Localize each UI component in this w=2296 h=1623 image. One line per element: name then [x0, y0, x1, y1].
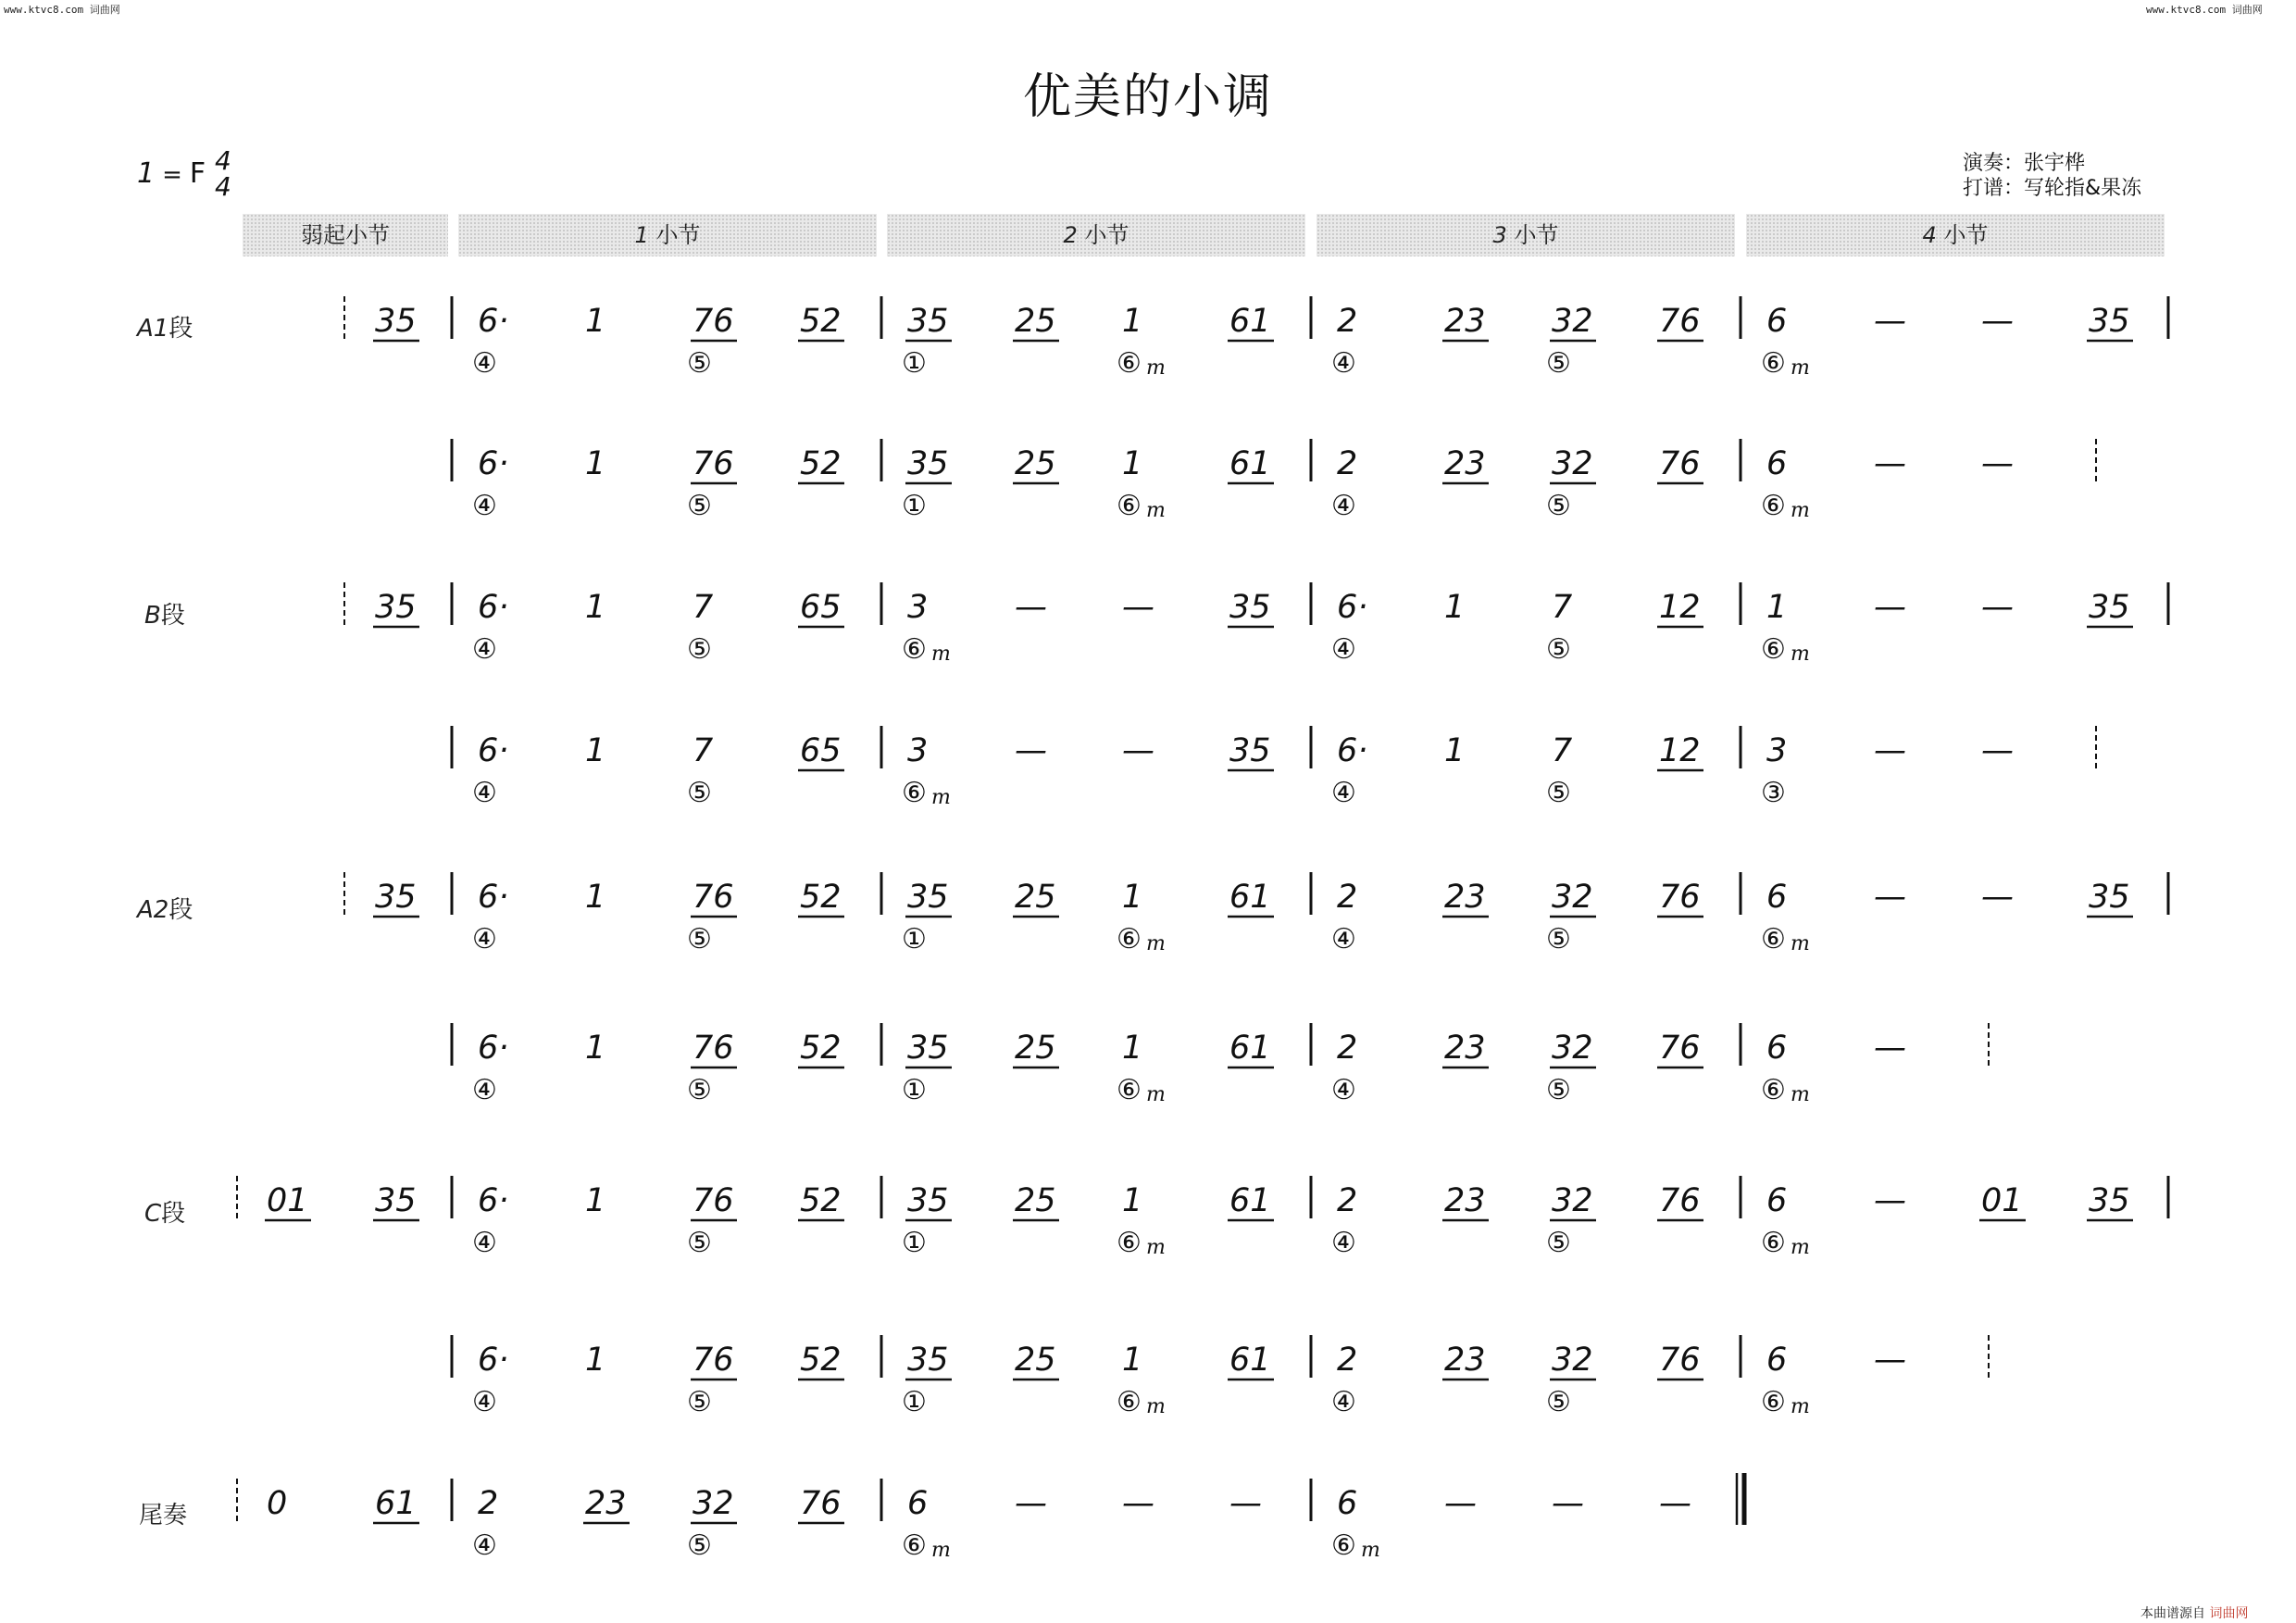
- note: 23: [1444, 1342, 1486, 1379]
- key-equals: =: [162, 161, 182, 189]
- note: 32: [1552, 1342, 1593, 1379]
- note: 6·: [1337, 732, 1368, 769]
- note: 76: [693, 1030, 734, 1067]
- fingering-modifier: m: [1791, 1395, 1810, 1418]
- note: 76: [1659, 1182, 1701, 1219]
- note: 2: [1337, 1182, 1358, 1219]
- note: 25: [1015, 445, 1056, 482]
- note: 2: [1337, 303, 1358, 340]
- note: 35: [375, 879, 417, 916]
- fingering-mark: ⑥: [1117, 490, 1142, 522]
- note: 6·: [478, 445, 509, 482]
- note: 6·: [478, 879, 509, 916]
- time-signature-bottom: 4: [215, 171, 231, 202]
- dash-note: —: [1874, 445, 1906, 482]
- note: 1: [1122, 1342, 1143, 1379]
- dash-note: —: [1874, 303, 1906, 340]
- fingering-modifier: m: [1791, 1236, 1810, 1259]
- dash-note: —: [1122, 589, 1154, 626]
- note: 76: [693, 879, 734, 916]
- note: 52: [800, 1182, 842, 1219]
- note: 25: [1015, 1030, 1056, 1067]
- note: 76: [693, 303, 734, 340]
- fingering-modifier: m: [931, 1539, 951, 1562]
- fingering-mark: ⑤: [687, 1074, 712, 1106]
- dash-note: —: [1981, 589, 2014, 626]
- note: 7: [1552, 589, 1573, 626]
- note: 1: [1122, 303, 1143, 340]
- note: 7: [1552, 732, 1573, 769]
- fingering-modifier: m: [1791, 356, 1810, 380]
- measure-header-1: 1 小节: [458, 214, 877, 256]
- note: 32: [693, 1485, 734, 1522]
- note: 52: [800, 1030, 842, 1067]
- note: 7: [693, 732, 714, 769]
- fingering-mark: ④: [472, 1386, 497, 1418]
- note: 32: [1552, 1030, 1593, 1067]
- fingering-mark: ⑥: [1117, 1227, 1142, 1259]
- fingering-modifier: m: [1791, 932, 1810, 955]
- fingering-modifier: m: [1791, 499, 1810, 522]
- dash-note: —: [1981, 445, 2014, 482]
- note: 6·: [478, 732, 509, 769]
- note: 35: [907, 1030, 949, 1067]
- note: 76: [1659, 445, 1701, 482]
- note: 23: [1444, 445, 1486, 482]
- fingering-mark: ⑥: [1117, 1074, 1142, 1106]
- note: 76: [1659, 879, 1701, 916]
- fingering-mark: ④: [472, 1529, 497, 1562]
- fingering-mark: ⑥: [1117, 347, 1142, 380]
- fingering-mark: ⑥: [1331, 1529, 1356, 1562]
- note: 2: [478, 1485, 499, 1522]
- note: 32: [1552, 303, 1593, 340]
- note: 1: [1122, 1182, 1143, 1219]
- page-title: 优美的小调: [1022, 69, 1273, 125]
- dash-note: —: [1874, 589, 1906, 626]
- note: 52: [800, 445, 842, 482]
- note: 7: [693, 589, 714, 626]
- fingering-mark: ④: [472, 923, 497, 955]
- note: 23: [1444, 879, 1486, 916]
- fingering-mark: ④: [1331, 923, 1356, 955]
- note: 61: [1229, 1342, 1271, 1379]
- credit-performer: 演奏：张宇桦: [1963, 152, 2086, 175]
- measure-header-4: 4 小节: [1746, 214, 2165, 256]
- note: 76: [693, 1342, 734, 1379]
- note: 12: [1659, 732, 1701, 769]
- dash-note: —: [1874, 732, 1906, 769]
- note: 32: [1552, 445, 1593, 482]
- fingering-mark: ④: [472, 1074, 497, 1106]
- note: 1: [585, 879, 606, 916]
- fingering-mark: ⑥: [1761, 490, 1786, 522]
- note: 52: [800, 879, 842, 916]
- note: 6: [1337, 1485, 1358, 1522]
- note: 61: [1229, 879, 1271, 916]
- note: 35: [907, 1342, 949, 1379]
- note: 6: [1766, 1030, 1788, 1067]
- dash-note: —: [1874, 879, 1906, 916]
- dash-note: —: [1015, 732, 1047, 769]
- note: 32: [1552, 879, 1593, 916]
- note: 61: [1229, 1030, 1271, 1067]
- section-label-outro: 尾奏: [139, 1502, 188, 1529]
- note: 52: [800, 1342, 842, 1379]
- fingering-mark: ⑤: [687, 633, 712, 666]
- note: 3: [907, 589, 929, 626]
- note: 35: [907, 303, 949, 340]
- dash-note: —: [1444, 1485, 1477, 1522]
- dash-note: —: [1659, 1485, 1691, 1522]
- note: 23: [1444, 303, 1486, 340]
- note: 1: [585, 732, 606, 769]
- note: 1: [1444, 589, 1466, 626]
- credit-tab: 打谱：写轮指&果冻: [1963, 177, 2142, 200]
- note: 6·: [478, 1030, 509, 1067]
- fingering-mark: ④: [1331, 777, 1356, 809]
- dash-note: —: [1981, 303, 2014, 340]
- key-do: 1: [137, 157, 156, 190]
- section-label-a2: A2段: [137, 896, 193, 924]
- note: 35: [375, 589, 417, 626]
- fingering-mark: ④: [1331, 490, 1356, 522]
- fingering-mark: ⑥: [902, 1529, 927, 1562]
- note: 76: [693, 445, 734, 482]
- fingering-mark: ⑤: [687, 1386, 712, 1418]
- note: 1: [585, 1182, 606, 1219]
- note: 2: [1337, 445, 1358, 482]
- fingering-mark: ⑥: [1117, 1386, 1142, 1418]
- note: 0: [267, 1485, 288, 1522]
- fingering-mark: ①: [902, 1386, 927, 1418]
- fingering-mark: ⑥: [1761, 1074, 1786, 1106]
- note: 35: [2089, 1182, 2130, 1219]
- note: 3: [1766, 732, 1788, 769]
- fingering-mark: ⑤: [1546, 777, 1571, 809]
- fingering-mark: ①: [902, 490, 927, 522]
- note: 1: [1444, 732, 1466, 769]
- key-note: F: [189, 157, 206, 190]
- watermark-brand: 词曲网: [2209, 1606, 2249, 1621]
- note: 1: [1122, 1030, 1143, 1067]
- note: 1: [1122, 445, 1143, 482]
- fingering-modifier: m: [1361, 1539, 1380, 1562]
- fingering-mark: ④: [472, 490, 497, 522]
- fingering-mark: ⑥: [902, 633, 927, 666]
- fingering-modifier: m: [1146, 356, 1166, 380]
- note: 25: [1015, 879, 1056, 916]
- dash-note: —: [1981, 879, 2014, 916]
- note: 2: [1337, 1030, 1358, 1067]
- note: 35: [1229, 589, 1271, 626]
- fingering-modifier: m: [1146, 932, 1166, 955]
- note: 76: [800, 1485, 842, 1522]
- note: 76: [1659, 1342, 1701, 1379]
- fingering-mark: ③: [1761, 777, 1786, 809]
- fingering-mark: ④: [472, 347, 497, 380]
- note: 6: [1766, 1182, 1788, 1219]
- note: 61: [375, 1485, 417, 1522]
- fingering-mark: ⑤: [1546, 1227, 1571, 1259]
- measure-header-pickup: 弱起小节: [243, 214, 448, 256]
- dash-note: —: [1874, 1030, 1906, 1067]
- dash-note: —: [1552, 1485, 1584, 1522]
- note: 35: [375, 1182, 417, 1219]
- fingering-mark: ⑤: [687, 490, 712, 522]
- note: 1: [1122, 879, 1143, 916]
- fingering-mark: ⑤: [1546, 490, 1571, 522]
- fingering-mark: ⑥: [1761, 923, 1786, 955]
- note: 6·: [478, 1342, 509, 1379]
- note: 35: [1229, 732, 1271, 769]
- note: 35: [907, 879, 949, 916]
- fingering-mark: ⑤: [1546, 1386, 1571, 1418]
- note: 65: [800, 589, 842, 626]
- note: 61: [1229, 1182, 1271, 1219]
- dash-note: —: [1229, 1485, 1262, 1522]
- note: 1: [585, 1342, 606, 1379]
- note: 35: [2089, 303, 2130, 340]
- fingering-mark: ⑤: [1546, 347, 1571, 380]
- dash-note: —: [1015, 1485, 1047, 1522]
- note: 6: [1766, 445, 1788, 482]
- note: 23: [1444, 1182, 1486, 1219]
- fingering-mark: ⑤: [687, 347, 712, 380]
- note: 1: [585, 1030, 606, 1067]
- note: 12: [1659, 589, 1701, 626]
- note: 1: [585, 303, 606, 340]
- note: 61: [1229, 303, 1271, 340]
- fingering-mark: ⑥: [1761, 1386, 1786, 1418]
- watermark-source-label: 本曲谱源自: [2140, 1606, 2205, 1621]
- note: 76: [1659, 303, 1701, 340]
- watermark-top-left: www.ktvc8.com 词曲网: [4, 4, 120, 16]
- dash-note: —: [1015, 589, 1047, 626]
- fingering-modifier: m: [1146, 499, 1166, 522]
- note: 25: [1015, 303, 1056, 340]
- fingering-mark: ⑤: [687, 923, 712, 955]
- note: 35: [2089, 589, 2130, 626]
- fingering-mark: ⑥: [1117, 923, 1142, 955]
- dash-note: —: [1874, 1342, 1906, 1379]
- note: 6: [1766, 1342, 1788, 1379]
- fingering-modifier: m: [1791, 643, 1810, 666]
- fingering-mark: ⑤: [1546, 633, 1571, 666]
- note: 35: [907, 1182, 949, 1219]
- fingering-mark: ④: [1331, 1227, 1356, 1259]
- note: 1: [585, 445, 606, 482]
- note: 25: [1015, 1342, 1056, 1379]
- fingering-mark: ④: [1331, 347, 1356, 380]
- fingering-mark: ⑤: [687, 1227, 712, 1259]
- fingering-modifier: m: [1146, 1083, 1166, 1106]
- note: 6·: [478, 589, 509, 626]
- note: 23: [1444, 1030, 1486, 1067]
- note: 35: [907, 445, 949, 482]
- fingering-mark: ④: [472, 633, 497, 666]
- note: 6: [1766, 303, 1788, 340]
- fingering-mark: ④: [472, 777, 497, 809]
- fingering-mark: ⑥: [1761, 347, 1786, 380]
- note: 76: [1659, 1030, 1701, 1067]
- note: 6·: [478, 1182, 509, 1219]
- note: 35: [2089, 879, 2130, 916]
- note: 52: [800, 303, 842, 340]
- note: 01: [1981, 1182, 2023, 1219]
- note: 6: [1766, 879, 1788, 916]
- fingering-mark: ④: [1331, 633, 1356, 666]
- note: 32: [1552, 1182, 1593, 1219]
- fingering-mark: ④: [1331, 1074, 1356, 1106]
- dash-note: —: [1874, 1182, 1906, 1219]
- note: 25: [1015, 1182, 1056, 1219]
- note: 3: [907, 732, 929, 769]
- note: 23: [585, 1485, 627, 1522]
- fingering-mark: ⑤: [687, 1529, 712, 1562]
- fingering-mark: ⑥: [902, 777, 927, 809]
- note: 61: [1229, 445, 1271, 482]
- note: 65: [800, 732, 842, 769]
- fingering-mark: ①: [902, 923, 927, 955]
- note: 35: [375, 303, 417, 340]
- fingering-mark: ⑤: [1546, 923, 1571, 955]
- fingering-mark: ①: [902, 1227, 927, 1259]
- section-label-c: C段: [144, 1200, 186, 1228]
- dash-note: —: [1122, 1485, 1154, 1522]
- fingering-modifier: m: [1146, 1236, 1166, 1259]
- fingering-modifier: m: [1791, 1083, 1810, 1106]
- measure-header-2: 2 小节: [887, 214, 1305, 256]
- note: 6: [907, 1485, 929, 1522]
- dash-note: —: [1122, 732, 1154, 769]
- note: 6·: [478, 303, 509, 340]
- fingering-mark: ①: [902, 1074, 927, 1106]
- fingering-mark: ⑤: [1546, 1074, 1571, 1106]
- note: 2: [1337, 1342, 1358, 1379]
- dash-note: —: [1981, 732, 2014, 769]
- measure-header-3: 3 小节: [1316, 214, 1735, 256]
- watermark-top-right: www.ktvc8.com 词曲网: [2146, 4, 2263, 16]
- note: 1: [585, 589, 606, 626]
- fingering-mark: ①: [902, 347, 927, 380]
- fingering-mark: ④: [472, 1227, 497, 1259]
- fingering-mark: ④: [1331, 1386, 1356, 1418]
- note: 01: [267, 1182, 308, 1219]
- fingering-modifier: m: [931, 786, 951, 809]
- time-signature-top: 4: [215, 145, 231, 176]
- note: 1: [1766, 589, 1788, 626]
- note: 6·: [1337, 589, 1368, 626]
- note: 2: [1337, 879, 1358, 916]
- section-label-a1: A1段: [137, 315, 193, 343]
- fingering-mark: ⑤: [687, 777, 712, 809]
- fingering-modifier: m: [931, 643, 951, 666]
- note: 76: [693, 1182, 734, 1219]
- fingering-modifier: m: [1146, 1395, 1166, 1418]
- fingering-mark: ⑥: [1761, 1227, 1786, 1259]
- section-label-b: B段: [144, 602, 185, 630]
- fingering-mark: ⑥: [1761, 633, 1786, 666]
